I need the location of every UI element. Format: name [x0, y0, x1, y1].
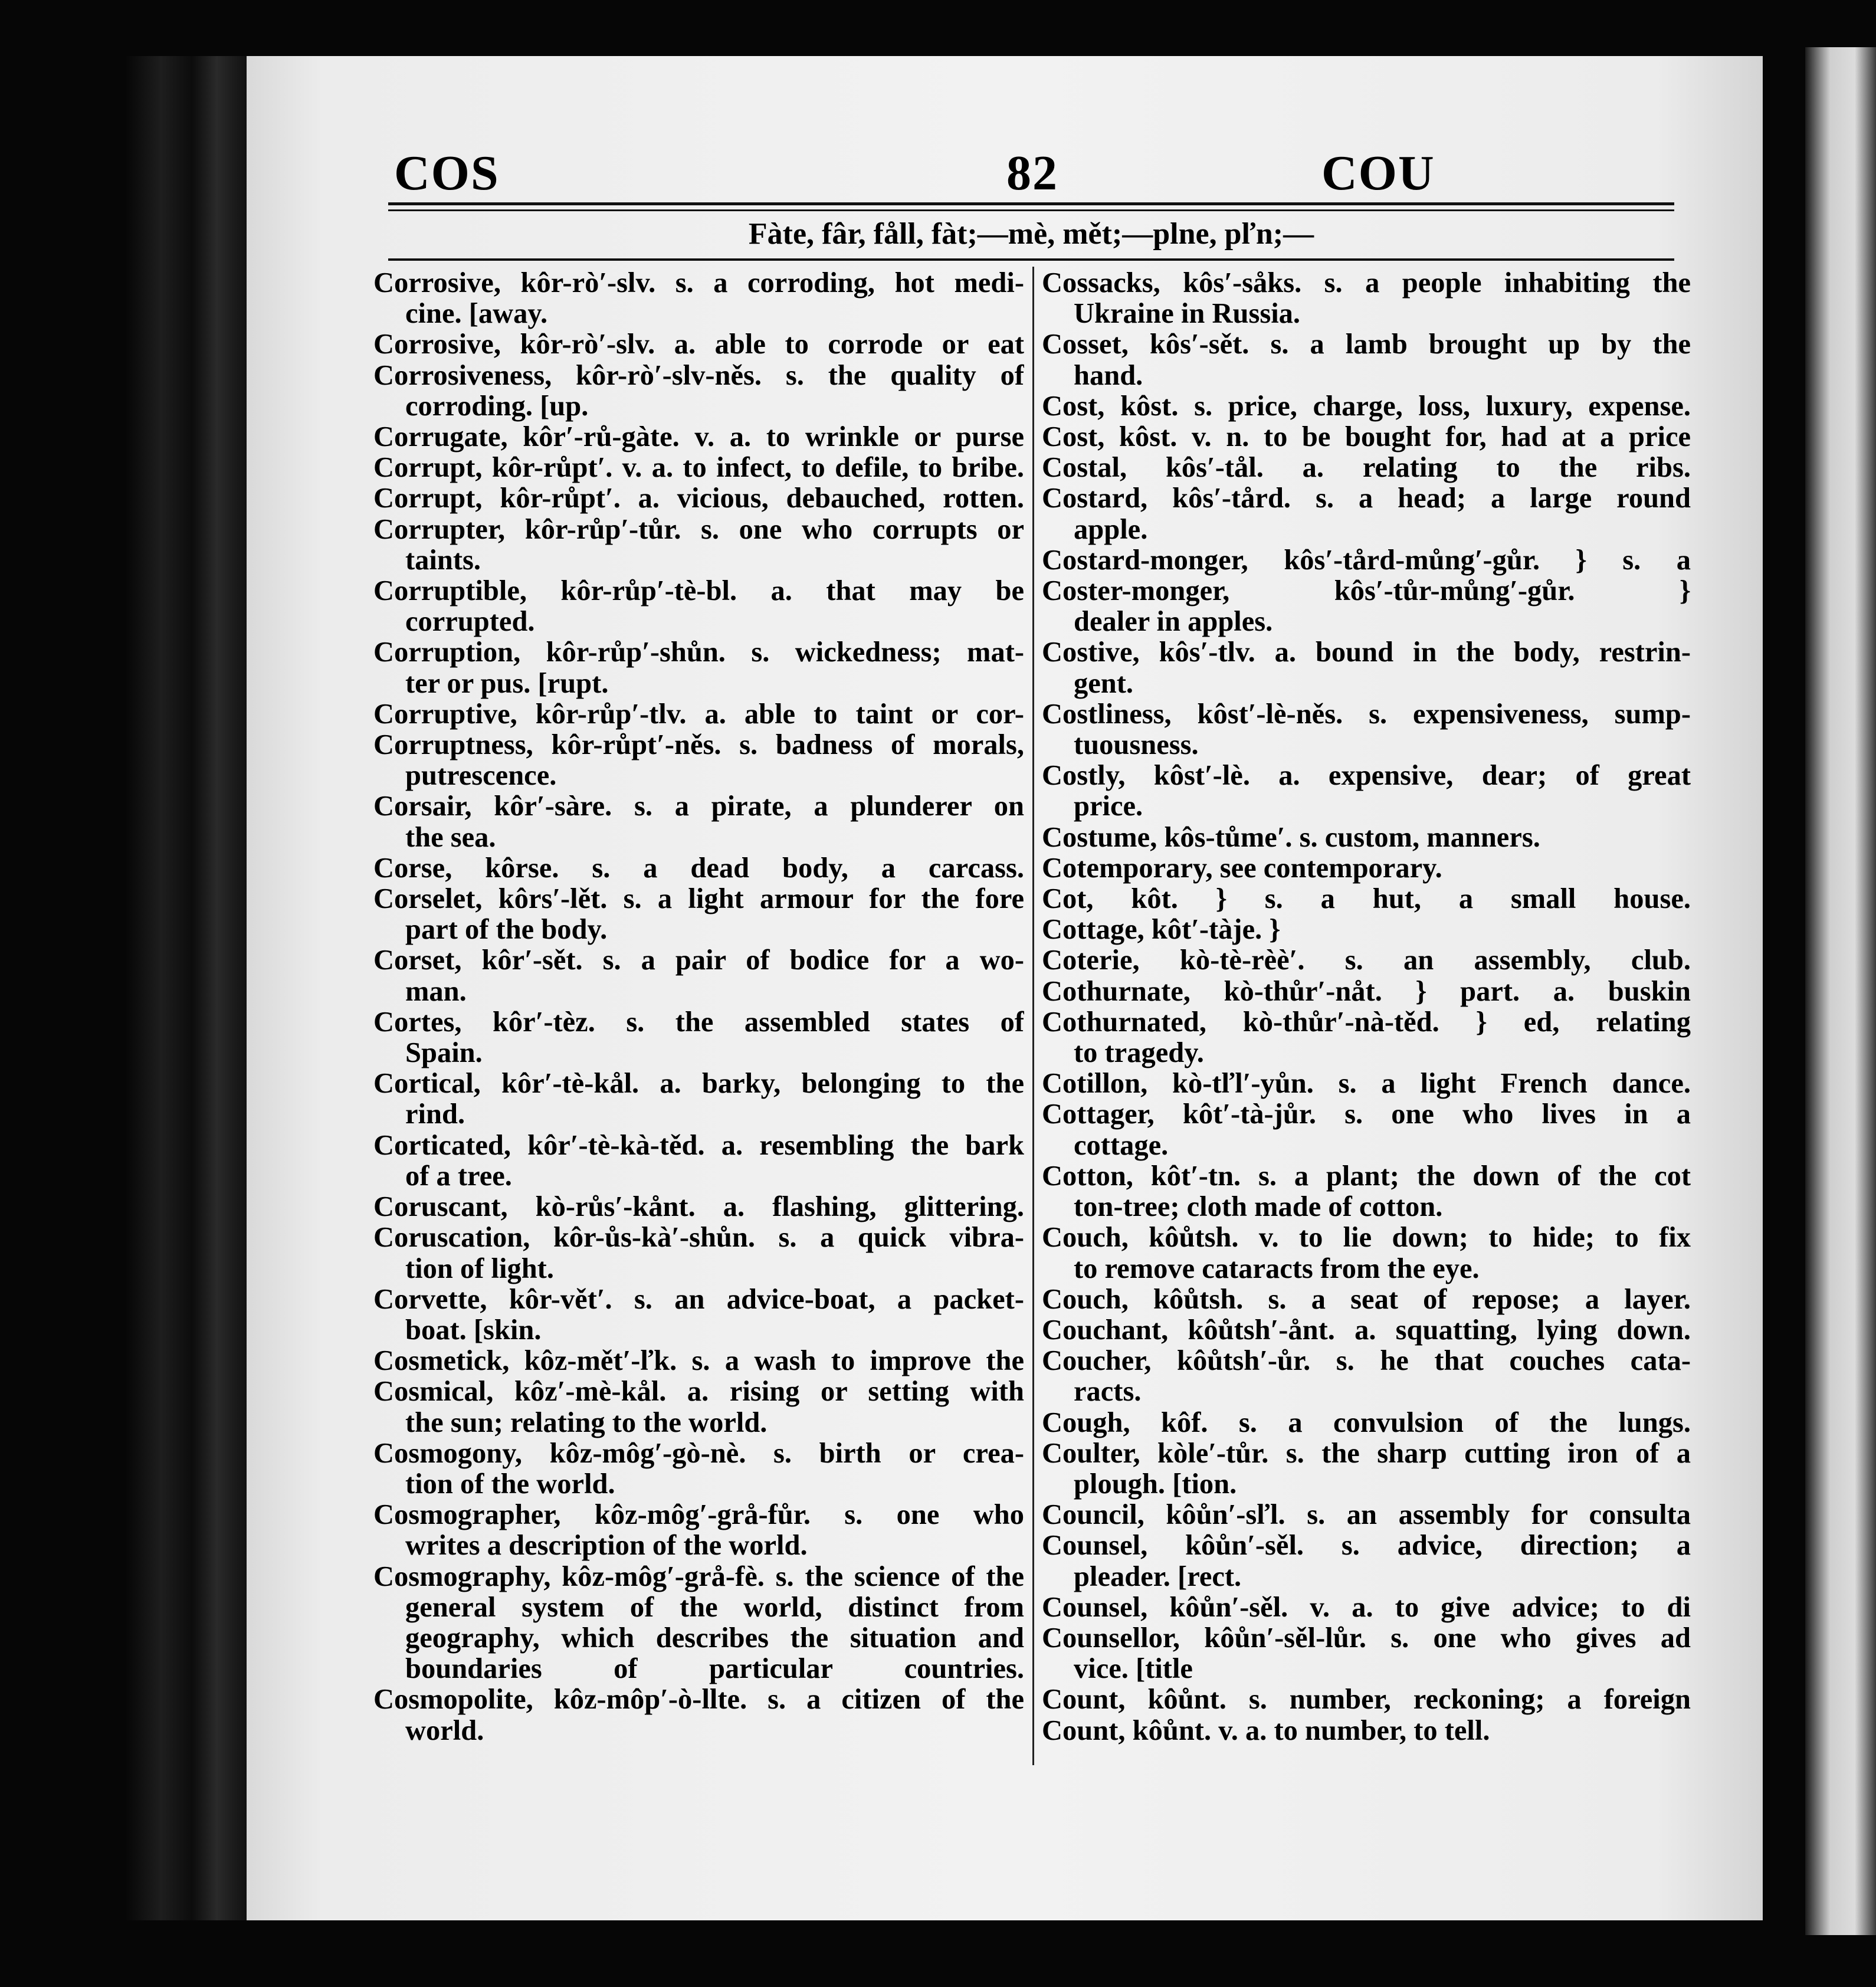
dictionary-entry: Cosmography, kôz-môg′-grå-fè. s. the science of the general system of the world, distinct from geography, which describes the situation and boundaries of particular countries.	[373, 1561, 1024, 1685]
running-head-right: COU	[1321, 146, 1435, 201]
dictionary-entry-continuation: taints.	[405, 545, 481, 576]
dictionary-entry: Corrosive, kôr-rò′-slv. s. a corroding, hot medi-	[373, 268, 1024, 299]
dictionary-entry-continuation: man.	[405, 976, 467, 1007]
dictionary-entry-continuation: corroding. [up.	[405, 391, 589, 422]
dictionary-entry-continuation: price.	[1074, 791, 1143, 822]
dictionary-entry: Cough, kôf. s. a convulsion of the lungs.	[1042, 1407, 1691, 1438]
dictionary-entry: Corse, kôrse. s. a dead body, a carcass.	[373, 852, 1024, 884]
dictionary-entry: Corset, kôr′-sět. s. a pair of bodice for a wo-	[373, 945, 1024, 976]
dictionary-entry: Cosmetick, kôz-mět′-ľk. s. a wash to improve the	[373, 1346, 1024, 1377]
dictionary-entry: Corruptness, kôr-růpt′-něs. s. badness of morals,	[373, 730, 1024, 761]
dictionary-entry: Counsel, kôůn′-sěl. v. a. to give advice; to di	[1042, 1592, 1691, 1623]
dictionary-entry-continuation: cottage.	[1074, 1130, 1169, 1161]
dictionary-entry: Corsair, kôr′-sàre. s. a pirate, a plunderer on	[373, 791, 1024, 822]
dictionary-entry: Corrugate, kôr′-rů-gàte. v. a. to wrinkle or purse	[373, 422, 1024, 453]
dictionary-entry: Cortical, kôr′-tè-kål. a. barky, belonging to the	[373, 1068, 1024, 1100]
header-rule-thin	[388, 209, 1674, 211]
dictionary-entry: Corruptive, kôr-růp′-tlv. a. able to taint or cor-	[373, 699, 1024, 730]
dictionary-entry: Cot, kôt. } s. a hut, a small house.	[1042, 884, 1691, 915]
dictionary-entry-continuation: plough. [tion.	[1074, 1468, 1237, 1500]
dictionary-entry: Cotillon, kò-tľl′-yůn. s. a light French dance.	[1042, 1068, 1691, 1100]
dictionary-entry-continuation: Spain.	[405, 1038, 483, 1069]
dictionary-entry: Coruscant, kò-růs′-kånt. a. flashing, glittering.	[373, 1192, 1024, 1223]
dictionary-entry: Cossacks, kôs′-såks. s. a people inhabiting the	[1042, 268, 1691, 299]
right-column	[1042, 268, 1691, 1746]
dictionary-entry-continuation: putrescence.	[405, 760, 557, 792]
dictionary-entry-continuation: corrupted.	[405, 606, 535, 638]
dictionary-entry: Coster-monger, kôs′-tůr-můng′-gůr. }	[1042, 576, 1691, 607]
dictionary-entry-continuation: the sea.	[405, 822, 496, 853]
dictionary-entry-continuation: pleader. [rect.	[1074, 1561, 1242, 1592]
dictionary-entry-continuation: apple.	[1074, 514, 1148, 545]
running-head-left: COS	[394, 146, 500, 201]
dictionary-entry: Cotton, kôt′-tn. s. a plant; the down of the cot	[1042, 1160, 1691, 1192]
dictionary-entry: Costal, kôs′-tål. a. relating to the ribs.	[1042, 453, 1691, 484]
dictionary-entry-continuation: cine. [away.	[405, 299, 548, 330]
dictionary-entry-continuation: racts.	[1074, 1376, 1142, 1408]
dictionary-entry: Cortes, kôr′-tèz. s. the assembled states of	[373, 1006, 1024, 1038]
dictionary-entry: Costive, kôs′-tlv. a. bound in the body, restrin-	[1042, 637, 1691, 668]
dictionary-entry: Cottage, kôt′-tàje. }	[1042, 914, 1281, 946]
dictionary-entry: Corrosive, kôr-rò′-slv. a. able to corrode or eat	[373, 329, 1024, 360]
facing-page-edge	[1805, 47, 1876, 1935]
dictionary-entry: Costliness, kôst′-lè-něs. s. expensiveness, sump-	[1042, 699, 1691, 730]
dictionary-entry: Costard-monger, kôs′-tård-můng′-gůr. } s. a	[1042, 545, 1691, 576]
dictionary-entry-continuation: the sun; relating to the world.	[405, 1407, 768, 1438]
dictionary-entry: Costume, kôs-tůme′. s. custom, manners.	[1042, 822, 1540, 853]
dictionary-entry-continuation: gent.	[1074, 668, 1134, 699]
dictionary-entry-continuation: world.	[405, 1715, 484, 1746]
dictionary-entry: Cotemporary, see contemporary.	[1042, 852, 1442, 884]
page-number: 82	[1006, 146, 1058, 201]
dictionary-entry: Corrosiveness, kôr-rò′-slv-něs. s. the quality of	[373, 360, 1024, 391]
dictionary-entry-continuation: rind.	[405, 1099, 465, 1130]
dictionary-entry: Cosset, kôs′-sět. s. a lamb brought up by the	[1042, 329, 1691, 360]
dictionary-entry: Corrupter, kôr-růp′-tůr. s. one who corrupts or	[373, 514, 1024, 545]
dictionary-entry: Count, kôůnt. v. a. to number, to tell.	[1042, 1715, 1490, 1746]
dictionary-entry: Cothurnated, kò-thůr′-nà-těd. } ed, relating	[1042, 1006, 1691, 1038]
dictionary-entry: Coucher, kôůtsh′-ůr. s. he that couches cata-	[1042, 1346, 1691, 1377]
dictionary-entry: Cosmogony, kôz-môg′-gò-nè. s. birth or crea-	[373, 1438, 1024, 1469]
dictionary-entry-continuation: part of the body.	[405, 914, 608, 946]
dictionary-entry: Corselet, kôrs′-lět. s. a light armour for the fore	[373, 884, 1024, 915]
column-divider	[1032, 267, 1034, 1765]
dictionary-entry-continuation: to remove cataracts from the eye.	[1074, 1253, 1480, 1284]
header-rule	[388, 202, 1674, 205]
dictionary-entry: Council, kôůn′-sľl. s. an assembly for consulta	[1042, 1500, 1691, 1531]
book-binding-shadow	[124, 56, 248, 1920]
dictionary-entry-continuation: vice. [title	[1074, 1654, 1193, 1685]
dictionary-entry: Corvette, kôr-vět′. s. an advice-boat, a packet-	[373, 1284, 1024, 1315]
dictionary-entry: Costly, kôst′-lè. a. expensive, dear; of great	[1042, 760, 1691, 792]
dictionary-entry: Coruscation, kôr-ůs-kà′-shůn. s. a quick vibra-	[373, 1222, 1024, 1254]
dictionary-entry: Cost, kôst. v. n. to be bought for, had at a price	[1042, 422, 1691, 453]
dictionary-entry: Count, kôůnt. s. number, reckoning; a foreign	[1042, 1684, 1691, 1716]
pronunciation-key: Fàte, fâr, fåll, fàt;—mè, mět;—plne, pľn;—	[748, 217, 1314, 251]
dictionary-entry-continuation: tion of the world.	[405, 1468, 615, 1500]
left-column	[373, 268, 1024, 1746]
dictionary-entry: Counsellor, kôůn′-sěl-lůr. s. one who gives ad	[1042, 1622, 1691, 1654]
dictionary-entry: Cothurnate, kò-thůr′-nåt. } part. a. buskin	[1042, 976, 1691, 1007]
dictionary-entry-continuation: dealer in apples.	[1074, 606, 1273, 638]
dictionary-entry-continuation: ton-tree; cloth made of cotton.	[1074, 1192, 1443, 1223]
dictionary-entry: Couch, kôůtsh. s. a seat of repose; a layer.	[1042, 1284, 1691, 1315]
dictionary-entry: Cosmopolite, kôz-môp′-ò-llte. s. a citizen of the	[373, 1684, 1024, 1716]
dictionary-entry-continuation: tion of light.	[405, 1253, 554, 1284]
key-rule	[388, 258, 1674, 261]
dictionary-entry-continuation: boat. [skin.	[405, 1314, 542, 1346]
dictionary-entry: Couchant, kôůtsh′-ånt. a. squatting, lying down.	[1042, 1314, 1691, 1346]
dictionary-entry: Corticated, kôr′-tè-kà-těd. a. resembling the bark	[373, 1130, 1024, 1161]
dictionary-entry: Coulter, kòle′-tůr. s. the sharp cutting iron of a	[1042, 1438, 1691, 1469]
dictionary-entry: Counsel, kôůn′-sěl. s. advice, direction; a	[1042, 1530, 1691, 1562]
dictionary-entry: Corrupt, kôr-růpt′. v. a. to infect, to defile, to bribe.	[373, 453, 1024, 484]
dictionary-entry-continuation: hand.	[1074, 360, 1143, 391]
dictionary-entry: Corrupt, kôr-růpt′. a. vicious, debauched, rotten.	[373, 483, 1024, 514]
dictionary-entry: Corruptible, kôr-růp′-tè-bl. a. that may be	[373, 576, 1024, 607]
dictionary-entry-continuation: ter or pus. [rupt.	[405, 668, 609, 699]
dictionary-entry-continuation: Ukraine in Russia.	[1074, 299, 1301, 330]
dictionary-entry: Cosmical, kôz′-mè-kål. a. rising or setting with	[373, 1376, 1024, 1408]
dictionary-entry: Cottager, kôt′-tà-jůr. s. one who lives in a	[1042, 1099, 1691, 1130]
dictionary-entry-continuation: of a tree.	[405, 1160, 512, 1192]
dictionary-entry-continuation: tuousness.	[1074, 730, 1199, 761]
dictionary-entry-continuation: to tragedy.	[1074, 1038, 1204, 1069]
dictionary-entry: Corruption, kôr-růp′-shůn. s. wickedness; mat-	[373, 637, 1024, 668]
dictionary-entry-continuation: writes a description of the world.	[405, 1530, 808, 1562]
dictionary-entry: Cosmographer, kôz-môg′-grå-fůr. s. one who	[373, 1500, 1024, 1531]
dictionary-entry: Cost, kôst. s. price, charge, loss, luxury, expense.	[1042, 391, 1691, 422]
dictionary-entry: Coterie, kò-tè-rèè′. s. an assembly, club.	[1042, 945, 1691, 976]
dictionary-entry: Costard, kôs′-tård. s. a head; a large round	[1042, 483, 1691, 514]
dictionary-entry: Couch, kôůtsh. v. to lie down; to hide; to fix	[1042, 1222, 1691, 1254]
